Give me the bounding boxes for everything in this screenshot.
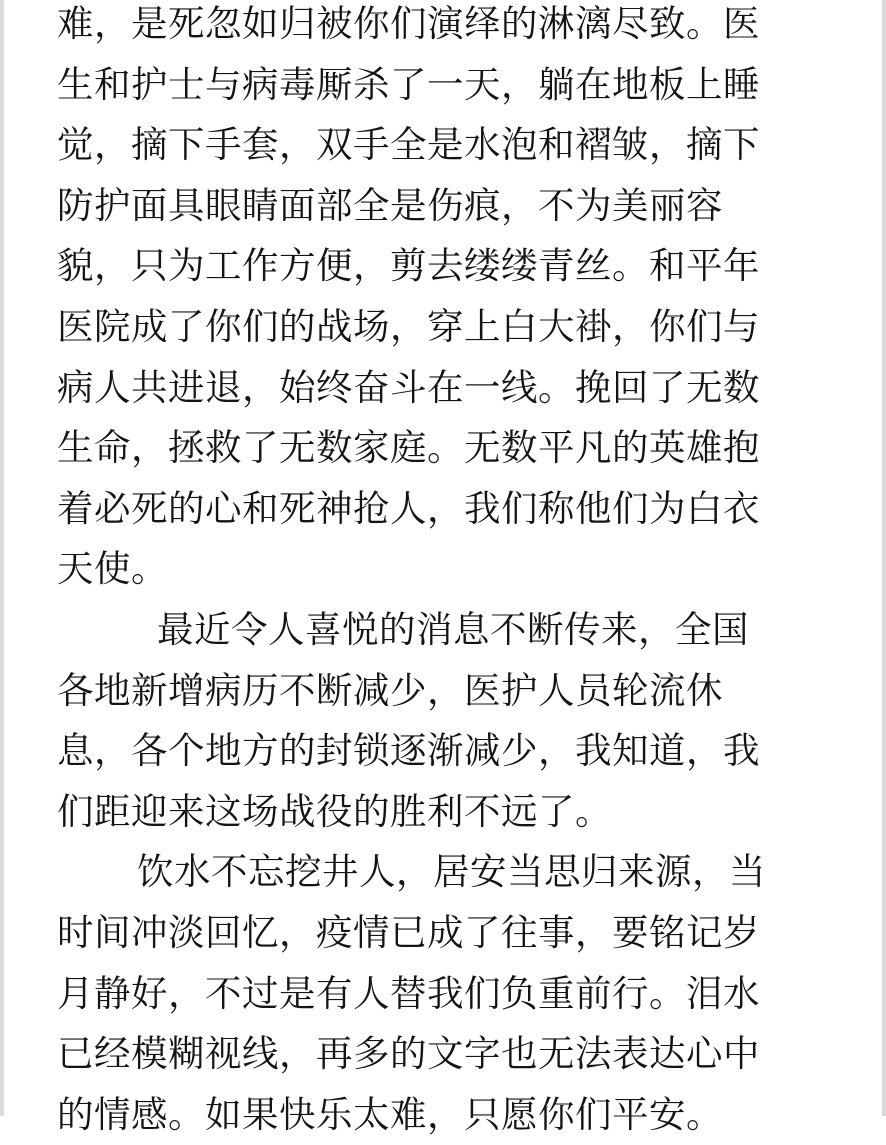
page-right-edge bbox=[882, 0, 886, 1116]
text-line: 貌，只为工作方便，剪去缕缕青丝。和平年 bbox=[57, 244, 760, 288]
text-line: 着必死的心和死神抢人，我们称他们为白衣 bbox=[57, 486, 760, 530]
text-line: 觉，摘下手套，双手全是水泡和褶皱，摘下 bbox=[57, 123, 760, 167]
text-line: 病人共进退，始终奋斗在一线。挽回了无数 bbox=[57, 365, 760, 409]
text-line: 月静好，不过是有人替我们负重前行。泪水 bbox=[57, 971, 760, 1015]
text-line: 的情感。如果快乐太难，只愿你们平安。 bbox=[57, 1092, 723, 1136]
text-line: 息，各个地方的封锁逐渐减少，我知道，我 bbox=[57, 729, 760, 773]
paragraph-first-line: 饮水不忘挖井人，居安当思归来源，当 bbox=[137, 850, 766, 894]
text-line: 时间冲淡回忆，疫情已成了往事，要铭记岁 bbox=[57, 910, 760, 954]
text-line: 们距迎来这场战役的胜利不远了。 bbox=[57, 789, 612, 833]
text-line: 已经模糊视线，再多的文字也无法表达心中 bbox=[57, 1032, 760, 1076]
text-line: 各地新增病历不断减少，医护人员轮流休 bbox=[57, 668, 723, 712]
text-line: 生和护士与病毒厮杀了一天，躺在地板上睡 bbox=[57, 62, 760, 106]
text-line: 生命，拯救了无数家庭。无数平凡的英雄抱 bbox=[57, 426, 760, 470]
page-left-edge bbox=[0, 0, 4, 1116]
paragraph-first-line: 最近令人喜悦的消息不断传来，全国 bbox=[157, 607, 749, 651]
text-line: 天使。 bbox=[57, 547, 168, 591]
text-line: 难，是死忽如归被你们演绎的淋漓尽致。医 bbox=[57, 2, 760, 45]
text-line: 医院成了你们的战场，穿上白大褂，你们与 bbox=[57, 304, 760, 348]
text-line: 防护面具眼睛面部全是伤痕，不为美丽容 bbox=[57, 183, 723, 227]
essay-text bbox=[57, 0, 837, 1145]
